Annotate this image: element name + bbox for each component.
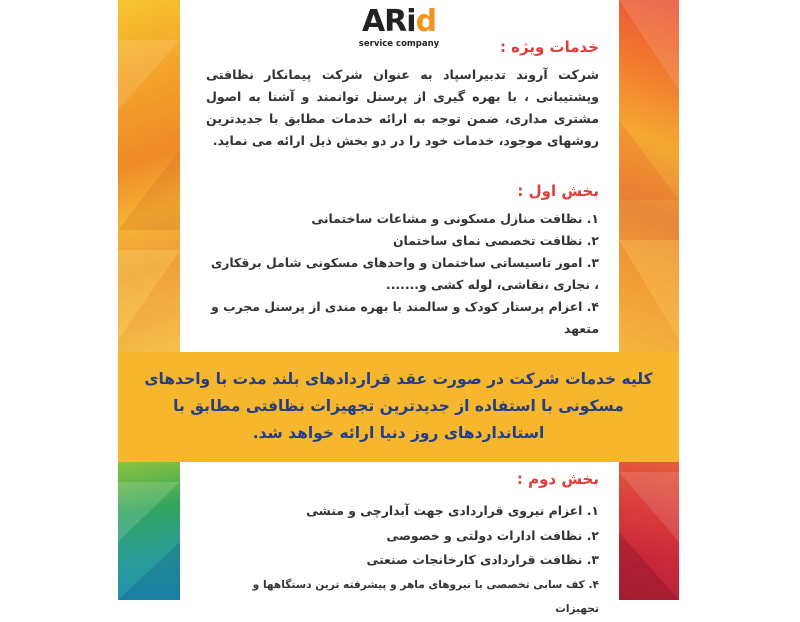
logo-mark: [357, 6, 441, 38]
special-services-paragraph: شرکت آروند تدبیراسپاد به عنوان شرکت پیمانکار نظافتی وپشتیبانی ، با بهره گیری از پرسنل توانمند و آشنا به اصول مشتری مداری، ضمن توجه به ارائه خدمات مطابق با جدیدترین روشهای موجود، خدمات خود را در دو بخش ذیل ارائه می نماید.: [206, 67, 599, 148]
logo-mark-prefix: ARi: [361, 4, 416, 39]
logo-mark-accent: d: [415, 4, 437, 39]
list-item: ۲. نظافت تخصصی نمای ساختمان: [392, 233, 599, 248]
right-decorative-panel: [619, 0, 679, 600]
right-upper-pattern: [619, 0, 679, 352]
list-item: ۴. اعزام پرستار کودک و سالمند با بهره مندی از پرسنل مجرب و متعهد: [211, 299, 599, 336]
section-two-title: بخش دوم :: [516, 470, 599, 488]
left-lower-pattern: [118, 462, 180, 600]
highlight-banner: [118, 352, 679, 462]
list-item: ۴. کف سابی تخصصی با نیروهای ماهر و پیشرفته ترین دستگاهها و تجهیزات: [252, 578, 599, 615]
section-one-list: [206, 208, 599, 340]
list-item: ۱. اعزام نیروی قراردادی جهت آبدارچی و منشی: [306, 503, 599, 518]
list-item: ۳. نظافت قراردادی کارخانجات صنعتی: [366, 552, 599, 567]
list-item: ۱. نظافت منازل مسکونی و مشاعات ساختمانی: [311, 211, 599, 226]
logo-tagline: service company: [358, 39, 440, 49]
banner-text: کلیه خدمات شرکت در صورت عقد قراردادهای بلند مدت با واحدهای مسکونی با استفاده از جدیدترین تجهیزات نظافتی مطابق با استانداردهای روز دنیا ارائه خواهد شد.: [144, 370, 653, 442]
list-item: ۳. امور تاسیساتی ساختمان و واحدهای مسکونی شامل برقکاری ، نجاری ،نقاشی، لوله کشی و.......: [210, 255, 599, 292]
right-lower-pattern: [619, 462, 679, 600]
section-one-title: بخش اول :: [517, 182, 599, 200]
special-services-title: خدمات ویژه :: [499, 38, 599, 56]
section-two-list: [206, 499, 599, 622]
list-item: ۲. نظافت ادارات دولتی و خصوصی: [386, 527, 599, 543]
left-decorative-panel: [118, 0, 180, 600]
left-upper-pattern: [118, 0, 180, 352]
